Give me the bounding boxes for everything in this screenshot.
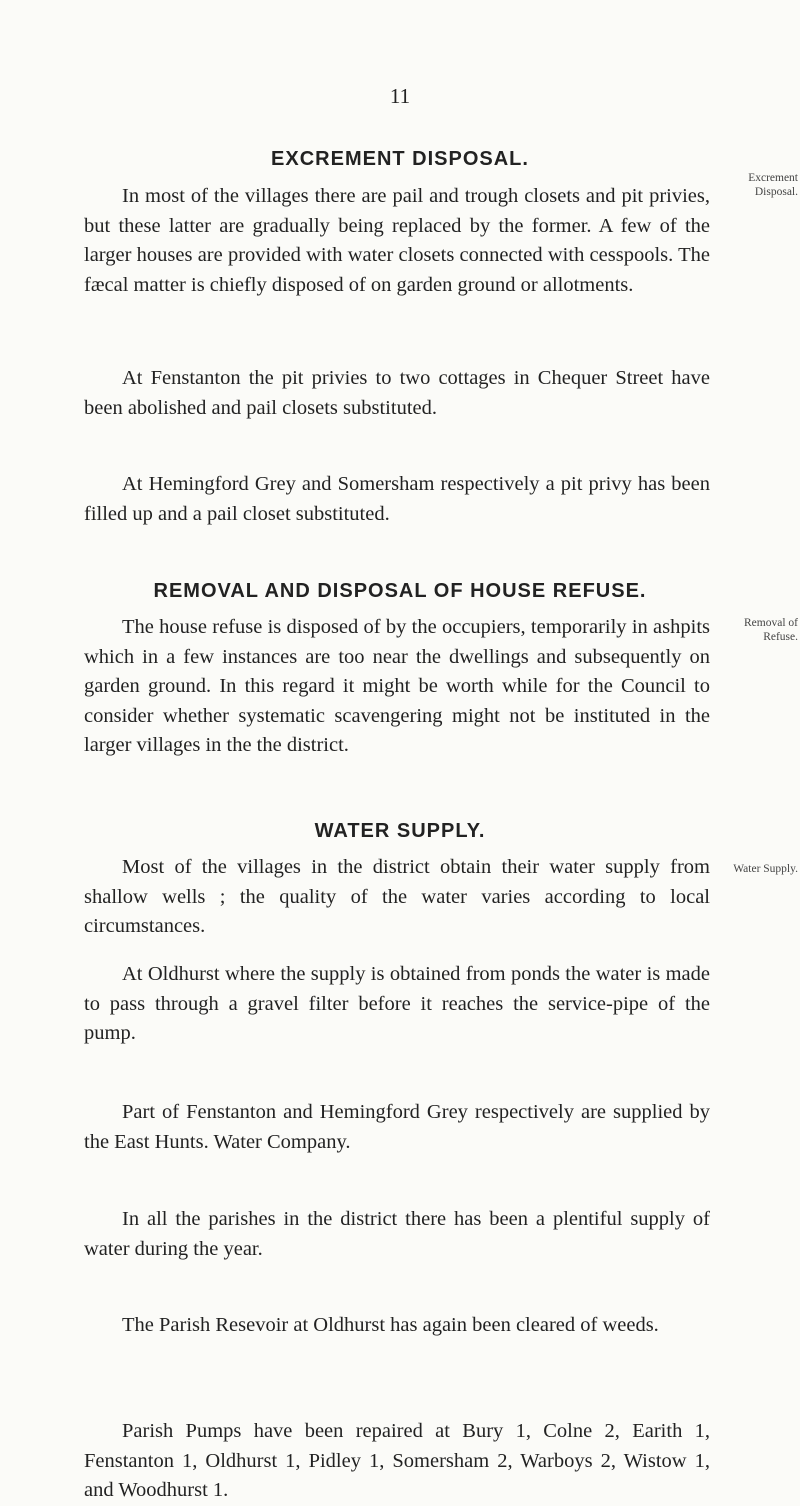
paragraph: The house refuse is disposed of by the occupiers, temporarily in ashpits which in a few instances are too near the dwellings and subsequently on garden ground. In this regard it might be worth while for the Council to consider whether systematic scavengering might not be instituted in the larger villages in the the district. [84,616,710,756]
paragraph: At Fenstanton the pit privies to two cottages in Chequer Street have been abolished and pail closets substituted. [84,367,710,419]
section-heading-house-refuse: REMOVAL AND DISPOSAL OF HOUSE REFUSE. [153,580,647,602]
margin-note-water-supply: Water Supply. [733,863,798,875]
paragraph: Most of the villages in the district obtain their water supply from shallow wells ; the quality of the water varies according to local circumstances. [84,856,710,937]
paragraph: At Hemingford Grey and Somersham respectively a pit privy has been filled up and a pail closet substituted. [84,473,710,525]
margin-note-removal-of-refuse: Removal of Refuse. [744,617,798,643]
paragraph: Part of Fenstanton and Hemingford Grey respectively are supplied by the East Hunts. Water Company. [84,1101,710,1153]
paragraph: The Parish Resevoir at Oldhurst has again been cleared of weeds. [122,1314,659,1336]
page-number: 11 [389,84,411,108]
section-heading-water-supply: WATER SUPPLY. [314,820,486,842]
paragraph: At Oldhurst where the supply is obtained from ponds the water is made to pass through a gravel filter before it reaches the service-pipe of the pump. [84,963,710,1044]
section-heading-excrement-disposal: EXCREMENT DISPOSAL. [271,148,529,170]
paragraph: In all the parishes in the district there has been a plentiful supply of water during the year. [84,1208,710,1260]
paragraph: In most of the villages there are pail and trough closets and pit privies, but these latter are gradually being replaced by the former. A few of the larger houses are provided with water closets connected with cesspools. The fæcal matter is chiefly disposed of on garden ground or allotments. [84,185,710,296]
paragraph: Parish Pumps have been repaired at Bury 1, Colne 2, Earith 1, Fenstanton 1, Oldhurst 1, Pidley 1, Somersham 2, Warboys 2, Wistow 1, and Woodhurst 1. [84,1420,710,1501]
margin-note-excrement-disposal: Excrement Disposal. [748,172,798,198]
